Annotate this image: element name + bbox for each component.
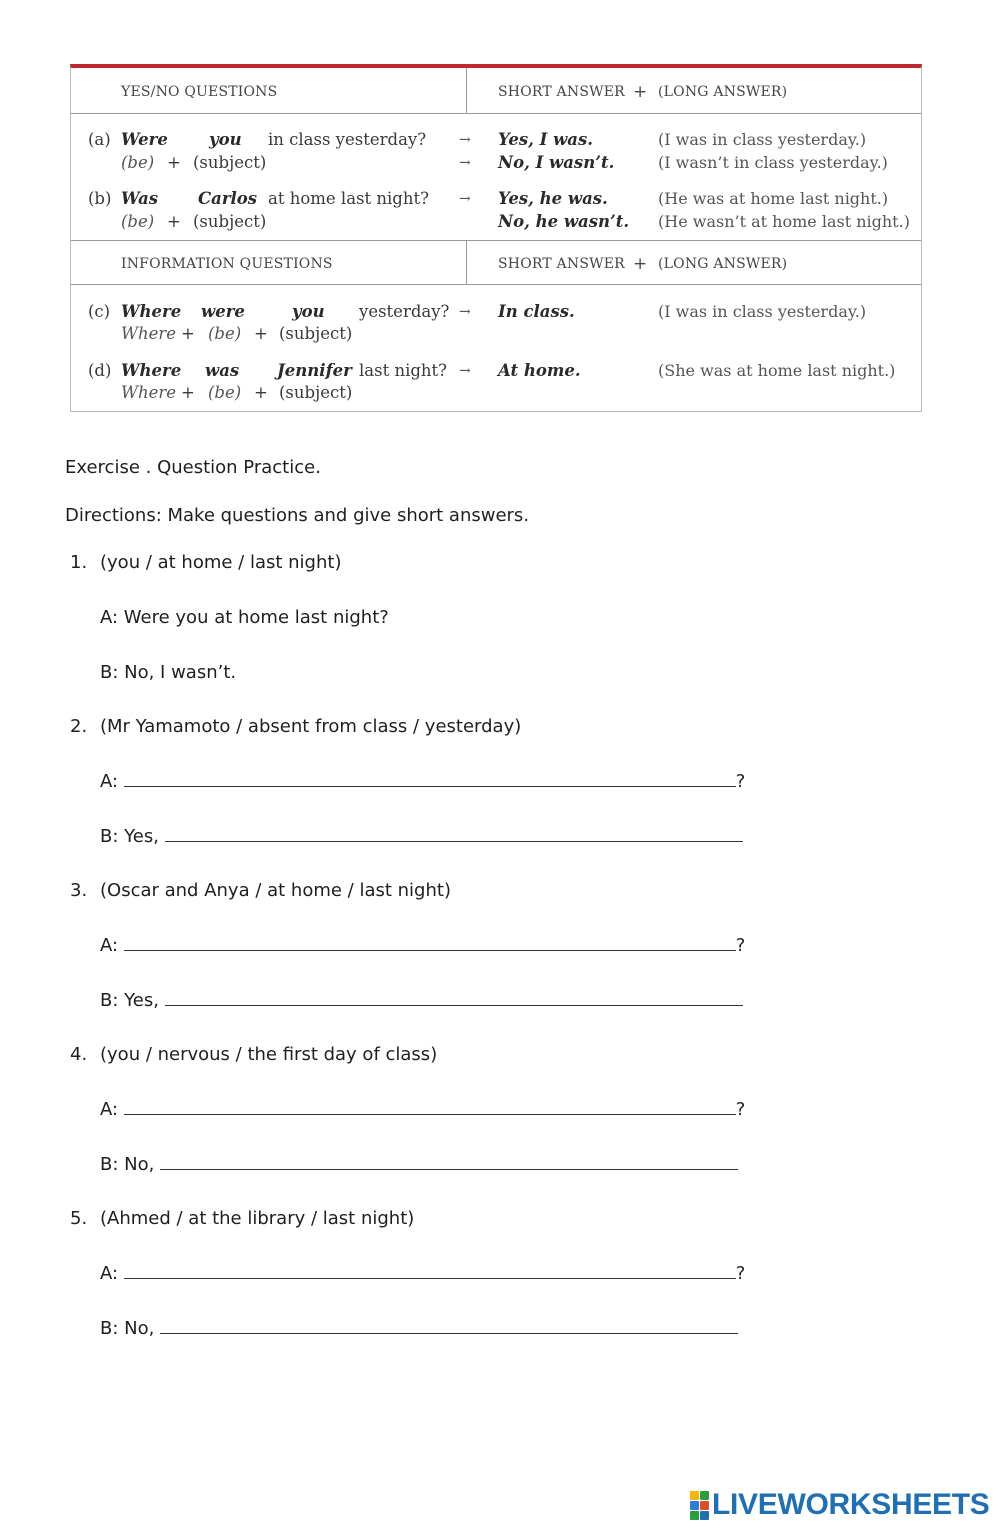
question-mark: ? [735, 771, 746, 792]
question-mark: ? [735, 935, 746, 956]
question-verb: Were [121, 130, 168, 149]
pattern-be: (be) [121, 153, 155, 172]
short-answer-blank[interactable] [160, 1154, 738, 1170]
question-line [100, 1263, 745, 1284]
item-number: 3. [70, 880, 88, 901]
answer-line [100, 826, 743, 847]
logo-square [690, 1491, 699, 1500]
item-number: 4. [70, 1044, 88, 1065]
item-prompt: (you / at home / last night) [100, 552, 342, 573]
item-prompt: (Mr Yamamoto / absent from class / yesterday) [100, 716, 522, 737]
answer-line [100, 1318, 738, 1339]
header-long-answer: (LONG ANSWER) [658, 256, 788, 272]
item-number: 5. [70, 1208, 88, 1229]
short-answer: Yes, I was. [498, 130, 594, 149]
pattern-subject: (subject) [193, 212, 267, 231]
pattern-plus: + [181, 383, 195, 402]
pattern-be: (be) [208, 383, 242, 402]
question-label: A: [100, 771, 119, 792]
question-rest: in class yesterday? [268, 130, 427, 149]
item-prompt: (you / nervous / the first day of class) [100, 1044, 438, 1065]
short-answer: No, I wasn’t. [498, 153, 615, 172]
question-line [100, 771, 745, 792]
question-label: A: [100, 935, 119, 956]
long-answer: (He wasn’t at home last night.) [658, 212, 910, 231]
logo-square [700, 1511, 709, 1520]
question-line [100, 1099, 745, 1120]
header-yes-no-questions: YES/NO QUESTIONS [121, 84, 278, 100]
question-verb: were [201, 302, 245, 321]
answer-line [100, 990, 743, 1011]
answer-label: B: No, [100, 1318, 155, 1339]
table-rule [71, 240, 921, 241]
logo-square [690, 1501, 699, 1510]
pattern-subject: (subject) [279, 383, 353, 402]
header-plus: + [633, 254, 648, 274]
long-answer: (I was in class yesterday.) [658, 130, 867, 149]
question-word: Where [121, 361, 182, 380]
short-answer-blank[interactable] [165, 990, 743, 1006]
question-answer-blank[interactable] [124, 1099, 736, 1115]
question-word: Where [121, 302, 182, 321]
short-answer: No, he wasn’t. [498, 212, 630, 231]
question-subject: you [209, 130, 242, 149]
item-prompt: (Ahmed / at the library / last night) [100, 1208, 415, 1229]
logo-text: LIVEWORKSHEETS [712, 1488, 990, 1521]
arrow-icon: → [459, 155, 471, 171]
short-answer-blank[interactable] [160, 1318, 738, 1334]
answer-line [100, 1154, 738, 1175]
grammar-chart-table [70, 64, 922, 412]
header-short-answer: SHORT ANSWER [498, 84, 625, 100]
question-rest: last night? [359, 361, 448, 380]
arrow-icon: → [459, 191, 471, 207]
logo-square [700, 1491, 709, 1500]
long-answer: (I wasn’t in class yesterday.) [658, 153, 888, 172]
question-rest: at home last night? [268, 189, 429, 208]
logo-mark-icon [690, 1491, 709, 1520]
row-label: (b) [88, 189, 112, 208]
pattern-be: (be) [121, 212, 155, 231]
question-mark: ? [735, 1263, 746, 1284]
item-prompt: (Oscar and Anya / at home / last night) [100, 880, 451, 901]
short-answer: In class. [498, 302, 575, 321]
arrow-icon: → [459, 132, 471, 148]
pattern-be: (be) [208, 324, 242, 343]
question-subject: Carlos [198, 189, 258, 208]
item-number: 1. [70, 552, 88, 573]
row-label: (a) [88, 130, 111, 149]
answer-label: B: No, [100, 1154, 155, 1175]
table-col-divider [466, 240, 467, 284]
pattern-plus: + [254, 324, 268, 343]
question-mark: ? [735, 1099, 746, 1120]
logo-square [700, 1501, 709, 1510]
answer-label: B: Yes, [100, 990, 159, 1011]
liveworksheets-logo[interactable] [690, 1488, 990, 1522]
question-subject: Jennifer [277, 361, 352, 380]
long-answer: (She was at home last night.) [658, 361, 896, 380]
question-verb: Was [121, 189, 159, 208]
long-answer: (He was at home last night.) [658, 189, 889, 208]
table-col-divider [466, 68, 467, 113]
answer-label: B: Yes, [100, 826, 159, 847]
question-line [100, 935, 745, 956]
logo-square [690, 1511, 699, 1520]
arrow-icon: → [459, 363, 471, 379]
question-answer-blank[interactable] [124, 1263, 736, 1279]
short-answer-blank[interactable] [165, 826, 743, 842]
example-answer: B: No, I wasn’t. [100, 662, 237, 683]
question-label: A: [100, 1263, 119, 1284]
short-answer: At home. [498, 361, 581, 380]
pattern-plus: + [167, 212, 181, 231]
question-label: A: [100, 1099, 119, 1120]
header-short-answer: SHORT ANSWER [498, 256, 625, 272]
pattern-subject: (subject) [193, 153, 267, 172]
header-long-answer: (LONG ANSWER) [658, 84, 788, 100]
question-answer-blank[interactable] [124, 935, 736, 951]
question-subject: you [292, 302, 325, 321]
row-label: (c) [88, 302, 111, 321]
pattern-subject: (subject) [279, 324, 353, 343]
row-label: (d) [88, 361, 112, 380]
pattern-where: Where [121, 383, 177, 402]
item-number: 2. [70, 716, 88, 737]
header-plus: + [633, 82, 648, 102]
short-answer: Yes, he was. [498, 189, 608, 208]
exercise-title: Exercise . Question Practice. [65, 457, 321, 478]
pattern-plus: + [167, 153, 181, 172]
pattern-where: Where [121, 324, 177, 343]
table-rule [71, 284, 921, 285]
question-answer-blank[interactable] [124, 771, 736, 787]
exercise-directions: Directions: Make questions and give short answers. [65, 505, 530, 526]
arrow-icon: → [459, 304, 471, 320]
question-rest: yesterday? [359, 302, 450, 321]
long-answer: (I was in class yesterday.) [658, 302, 867, 321]
table-rule [71, 113, 921, 114]
pattern-plus: + [181, 324, 195, 343]
header-information-questions: INFORMATION QUESTIONS [121, 256, 333, 272]
pattern-plus: + [254, 383, 268, 402]
example-question: A: Were you at home last night? [100, 607, 389, 628]
question-verb: was [205, 361, 240, 380]
